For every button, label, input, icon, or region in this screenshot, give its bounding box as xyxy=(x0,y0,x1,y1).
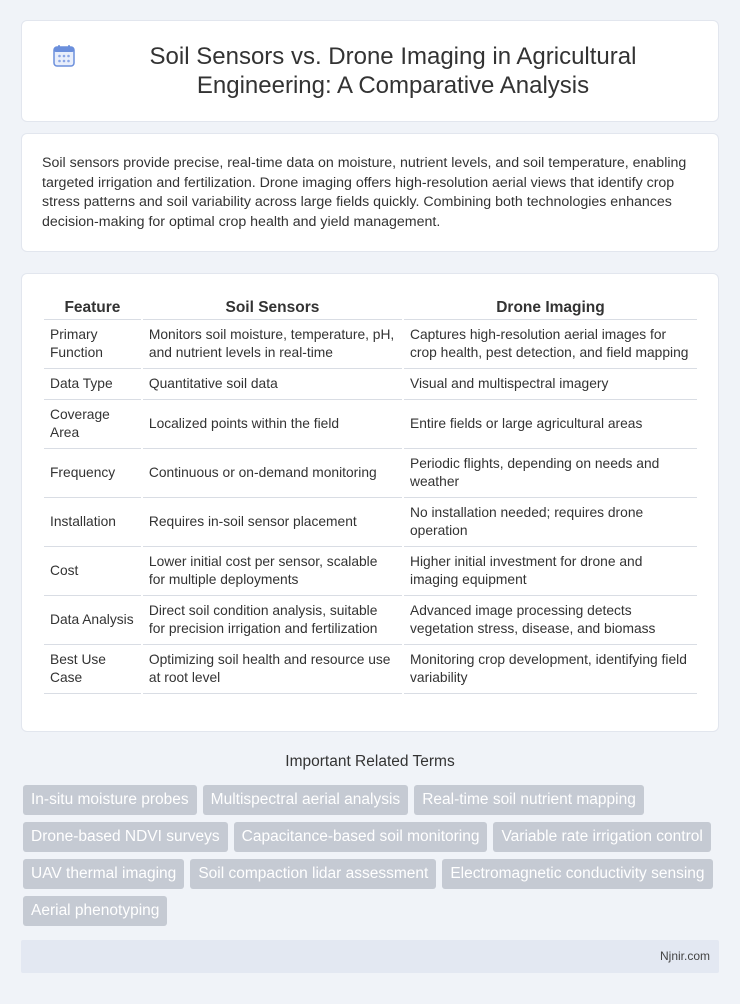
feature-cell: Data Analysis xyxy=(44,596,141,645)
intro-paragraph: Soil sensors provide precise, real-time data on moisture, nutrient levels, and soil temperature, enabling targeted irrigation and fertilization. Drone imaging offers high-resolution aerial views that identify crop stress patterns and soil variability across large fields quickly. Combining both technologies enhances decision-making for optimal crop health and yield management. xyxy=(42,155,687,230)
related-terms-list xyxy=(23,785,723,926)
drone-imaging-cell: Higher initial investment for drone and imaging equipment xyxy=(404,547,697,596)
header-drone-imaging: Drone Imaging xyxy=(404,296,697,320)
table-header-row xyxy=(44,296,697,320)
table-row xyxy=(44,645,697,694)
related-term-tag[interactable]: Electromagnetic conductivity sensing xyxy=(442,859,712,889)
table-row xyxy=(44,400,697,449)
intro-card xyxy=(21,133,719,252)
header-feature: Feature xyxy=(44,296,141,320)
related-term-tag[interactable]: Variable rate irrigation control xyxy=(493,822,710,852)
drone-imaging-cell: No installation needed; requires drone operation xyxy=(404,498,697,547)
soil-sensors-cell: Continuous or on-demand monitoring xyxy=(143,449,402,498)
soil-sensors-cell: Quantitative soil data xyxy=(143,369,402,400)
table-row xyxy=(44,320,697,369)
drone-imaging-cell: Advanced image processing detects vegetation stress, disease, and biomass xyxy=(404,596,697,645)
table-row xyxy=(44,369,697,400)
table-row xyxy=(44,449,697,498)
comparison-table-card xyxy=(21,273,719,732)
soil-sensors-cell: Optimizing soil health and resource use at root level xyxy=(143,645,402,694)
drone-imaging-cell: Entire fields or large agricultural areas xyxy=(404,400,697,449)
header-soil-sensors: Soil Sensors xyxy=(143,296,402,320)
related-term-tag[interactable]: Multispectral aerial analysis xyxy=(203,785,409,815)
related-term-tag[interactable]: Soil compaction lidar assessment xyxy=(190,859,436,889)
related-terms-heading: Important Related Terms xyxy=(285,753,455,770)
related-term-tag[interactable]: Aerial phenotyping xyxy=(23,896,167,926)
title-card xyxy=(21,20,719,122)
soil-sensors-cell: Requires in-soil sensor placement xyxy=(143,498,402,547)
footer-site-link[interactable]: Njnir.com xyxy=(659,949,710,963)
related-term-tag[interactable]: Capacitance-based soil monitoring xyxy=(234,822,488,852)
related-term-tag[interactable]: UAV thermal imaging xyxy=(23,859,184,889)
related-term-tag[interactable]: In-situ moisture probes xyxy=(23,785,197,815)
table-row xyxy=(44,498,697,547)
table-row xyxy=(44,596,697,645)
soil-sensors-cell: Localized points within the field xyxy=(143,400,402,449)
footer xyxy=(21,940,719,973)
drone-imaging-cell: Visual and multispectral imagery xyxy=(404,369,697,400)
drone-imaging-cell: Captures high-resolution aerial images for crop health, pest detection, and field mapping xyxy=(404,320,697,369)
related-term-tag[interactable]: Real-time soil nutrient mapping xyxy=(414,785,644,815)
feature-cell: Installation xyxy=(44,498,141,547)
comparison-table xyxy=(42,296,699,694)
soil-sensors-cell: Monitors soil moisture, temperature, pH, and nutrient levels in real-time xyxy=(143,320,402,369)
feature-cell: Cost xyxy=(44,547,141,596)
feature-cell: Best Use Case xyxy=(44,645,141,694)
related-term-tag[interactable]: Drone-based NDVI surveys xyxy=(23,822,228,852)
feature-cell: Data Type xyxy=(44,369,141,400)
feature-cell: Frequency xyxy=(44,449,141,498)
feature-cell: Coverage Area xyxy=(44,400,141,449)
drone-imaging-cell: Monitoring crop development, identifying field variability xyxy=(404,645,697,694)
calendar-icon xyxy=(52,44,76,68)
title-wrap xyxy=(22,21,718,121)
drone-imaging-cell: Periodic flights, depending on needs and weather xyxy=(404,449,697,498)
page-title: Soil Sensors vs. Drone Imaging in Agricultural Engineering: A Comparative Analysis xyxy=(149,43,637,99)
soil-sensors-cell: Direct soil condition analysis, suitable for precision irrigation and fertilization xyxy=(143,596,402,645)
table-row xyxy=(44,547,697,596)
soil-sensors-cell: Lower initial cost per sensor, scalable for multiple deployments xyxy=(143,547,402,596)
feature-cell: Primary Function xyxy=(44,320,141,369)
